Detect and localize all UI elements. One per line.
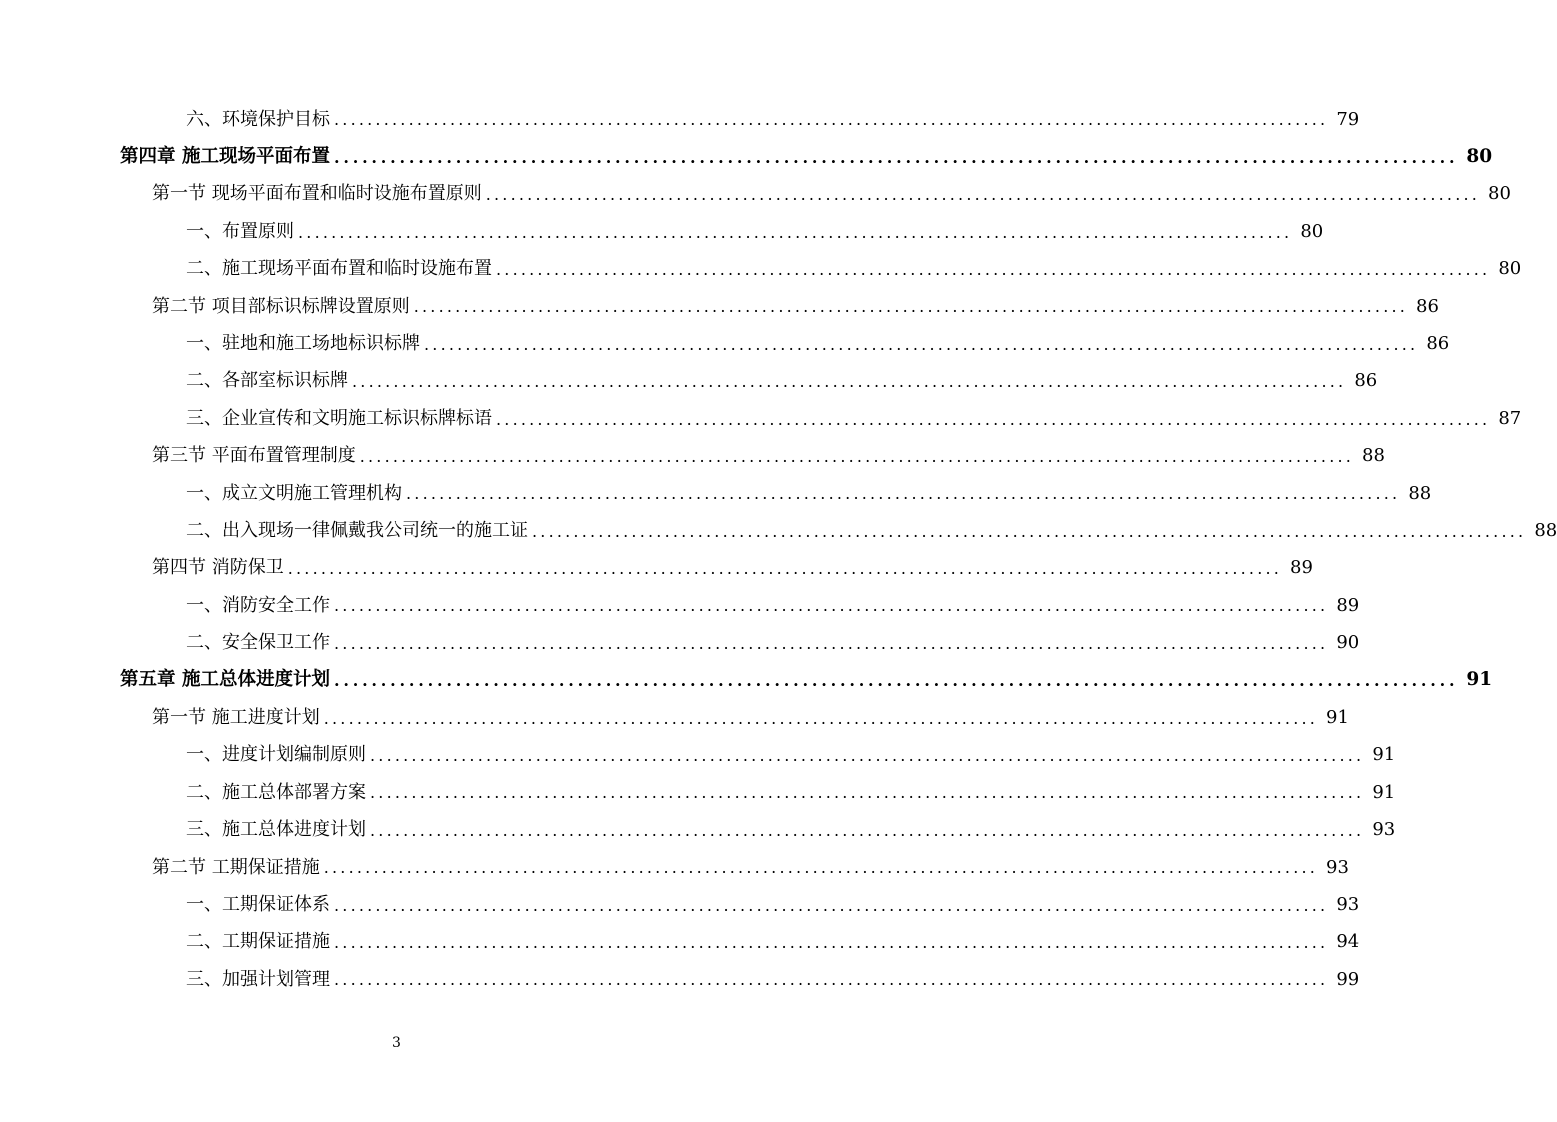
toc-chapter-entry[interactable] xyxy=(0,138,1493,175)
toc-entry-title: 二、施工总体部署方案 xyxy=(186,784,370,802)
toc-entry-title: 第二节 工期保证措施 xyxy=(152,859,324,877)
dot-leader: ........................................................................................................................ xyxy=(323,708,1319,728)
toc-subsection-entry[interactable] xyxy=(0,325,1450,362)
dot-leader: ........................................................................................................................ xyxy=(334,110,1329,130)
toc-entry-title: 三、企业宣传和文明施工标识标牌标语 xyxy=(186,410,496,428)
toc-entry-title: 第四章 施工现场平面布置 xyxy=(120,148,334,167)
dot-leader: ........................................................................................................................ xyxy=(359,446,1355,466)
toc-subsection-entry[interactable] xyxy=(0,924,1360,961)
toc-entry-page: 91 xyxy=(1326,706,1349,728)
toc-entry-page: 87 xyxy=(1498,407,1522,429)
dot-leader: ........................................................................................................................ xyxy=(352,372,1347,392)
toc-entry-title: 二、施工现场平面布置和临时设施布置 xyxy=(186,260,496,278)
toc-subsection-entry[interactable] xyxy=(0,774,1396,811)
toc-entry-page: 93 xyxy=(1336,893,1360,915)
toc-entry-page: 99 xyxy=(1336,968,1360,990)
toc-entry-page: 89 xyxy=(1336,594,1360,616)
toc-entry-title: 第一节 现场平面布置和临时设施布置原则 xyxy=(152,185,486,203)
toc-subsection-entry[interactable] xyxy=(0,251,1522,288)
dot-leader: ........................................................................................................................ xyxy=(334,932,1329,952)
toc-entry-title: 一、布置原则 xyxy=(186,223,298,241)
dot-leader: ........................................................................................................................ xyxy=(406,484,1401,504)
dot-leader: ........................................................................................................................ xyxy=(496,409,1491,429)
toc-entry-title: 二、工期保证措施 xyxy=(186,933,334,951)
toc-entry-title: 三、施工总体进度计划 xyxy=(186,821,370,839)
toc-entry-page: 80 xyxy=(1300,220,1324,242)
dot-leader: ........................................................................................................................ xyxy=(333,147,1459,167)
dot-leader: ........................................................................................................................ xyxy=(298,222,1293,242)
table-of-contents xyxy=(0,101,1557,998)
toc-subsection-entry[interactable] xyxy=(0,512,1557,549)
toc-entry-title: 一、工期保证体系 xyxy=(186,896,334,914)
dot-leader: ........................................................................................................................ xyxy=(370,746,1365,766)
dot-leader: ........................................................................................................................ xyxy=(334,970,1329,990)
toc-subsection-entry[interactable] xyxy=(0,587,1360,624)
toc-entry-title: 二、出入现场一律佩戴我公司统一的施工证 xyxy=(186,522,532,540)
toc-section-entry[interactable] xyxy=(0,176,1511,213)
toc-section-entry[interactable] xyxy=(0,550,1313,587)
toc-entry-page: 91 xyxy=(1372,744,1396,766)
toc-subsection-entry[interactable] xyxy=(0,961,1360,998)
toc-subsection-entry[interactable] xyxy=(0,101,1360,138)
toc-entry-page: 94 xyxy=(1336,931,1360,953)
toc-entry-page: 88 xyxy=(1534,519,1557,541)
dot-leader: ........................................................................................................................ xyxy=(370,820,1365,840)
toc-subsection-entry[interactable] xyxy=(0,363,1378,400)
toc-entry-title: 二、安全保卫工作 xyxy=(186,634,334,652)
toc-section-entry[interactable] xyxy=(0,699,1349,736)
toc-entry-title: 一、进度计划编制原则 xyxy=(186,746,370,764)
toc-entry-title: 一、消防安全工作 xyxy=(186,597,334,615)
toc-entry-page: 86 xyxy=(1426,333,1450,355)
dot-leader: ........................................................................................................................ xyxy=(413,297,1409,317)
toc-entry-title: 六、环境保护目标 xyxy=(186,111,334,129)
toc-entry-title: 一、成立文明施工管理机构 xyxy=(186,485,406,503)
toc-entry-title: 一、驻地和施工场地标识标牌 xyxy=(186,335,424,353)
dot-leader: ........................................................................................................................ xyxy=(334,633,1329,653)
dot-leader: ........................................................................................................................ xyxy=(532,521,1527,541)
toc-subsection-entry[interactable] xyxy=(0,624,1360,661)
toc-subsection-entry[interactable] xyxy=(0,811,1396,848)
dot-leader: ........................................................................................................................ xyxy=(334,895,1329,915)
toc-entry-page: 88 xyxy=(1362,445,1385,467)
toc-entry-title: 第五章 施工总体进度计划 xyxy=(120,671,334,690)
toc-entry-page: 80 xyxy=(1498,258,1522,280)
toc-subsection-entry[interactable] xyxy=(0,400,1522,437)
toc-section-entry[interactable] xyxy=(0,849,1349,886)
dot-leader: ........................................................................................................................ xyxy=(287,559,1283,579)
toc-entry-title: 二、各部室标识标牌 xyxy=(186,372,352,390)
toc-entry-page: 90 xyxy=(1336,632,1360,654)
toc-entry-title: 第一节 施工进度计划 xyxy=(152,709,324,727)
page-number: 3 xyxy=(392,1035,401,1051)
toc-entry-page: 93 xyxy=(1326,856,1349,878)
toc-entry-page: 93 xyxy=(1372,819,1396,841)
dot-leader: ........................................................................................................................ xyxy=(333,671,1459,691)
toc-entry-title: 第二节 项目部标识标牌设置原则 xyxy=(152,298,414,316)
dot-leader: ........................................................................................................................ xyxy=(485,185,1481,205)
toc-entry-page: 79 xyxy=(1336,108,1360,130)
toc-entry-page: 91 xyxy=(1466,669,1493,691)
toc-entry-page: 88 xyxy=(1408,482,1432,504)
toc-entry-page: 80 xyxy=(1488,183,1511,205)
toc-entry-title: 三、加强计划管理 xyxy=(186,971,334,989)
toc-subsection-entry[interactable] xyxy=(0,213,1324,250)
dot-leader: ........................................................................................................................ xyxy=(334,596,1329,616)
toc-entry-title: 第三节 平面布置管理制度 xyxy=(152,447,360,465)
toc-chapter-entry[interactable] xyxy=(0,662,1493,699)
dot-leader: ........................................................................................................................ xyxy=(496,259,1491,279)
dot-leader: ........................................................................................................................ xyxy=(323,858,1319,878)
toc-entry-page: 89 xyxy=(1290,557,1313,579)
toc-entry-page: 80 xyxy=(1466,145,1493,167)
toc-section-entry[interactable] xyxy=(0,438,1385,475)
dot-leader: ........................................................................................................................ xyxy=(370,783,1365,803)
toc-subsection-entry[interactable] xyxy=(0,475,1432,512)
toc-entry-page: 86 xyxy=(1416,295,1439,317)
toc-entry-page: 91 xyxy=(1372,781,1396,803)
dot-leader: ........................................................................................................................ xyxy=(424,334,1419,354)
toc-section-entry[interactable] xyxy=(0,288,1439,325)
toc-entry-title: 第四节 消防保卫 xyxy=(152,559,288,577)
toc-entry-page: 86 xyxy=(1354,370,1378,392)
toc-subsection-entry[interactable] xyxy=(0,737,1396,774)
toc-subsection-entry[interactable] xyxy=(0,886,1360,923)
